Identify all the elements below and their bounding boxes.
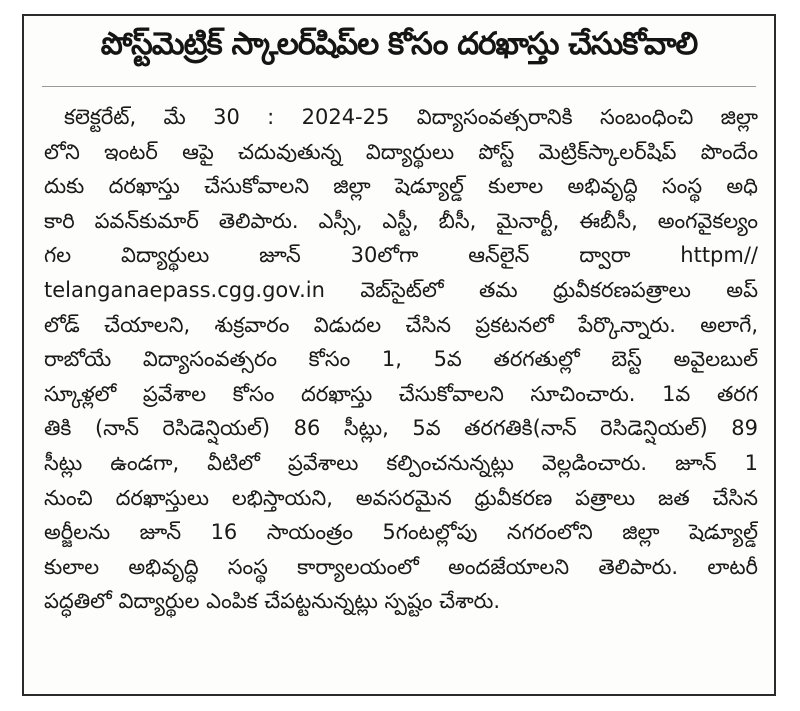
body-line: స్కూళ్లలో ప్రవేశాల కోసం దరఖాస్తు చేసుకోవాలని సూచించారు. 1వ తరగ bbox=[44, 381, 758, 406]
news-clipping bbox=[22, 14, 776, 696]
body-line: నుంచి దరఖాస్తులు లభిస్తాయని, అవసరమైన ధ్రువీకరణ పత్రాలు జత చేసిన bbox=[44, 485, 758, 510]
article-body bbox=[44, 100, 758, 619]
body-line: లోని ఇంటర్ ఆపై చదువుతున్న విద్యార్థులు పోస్ట్ మెట్రిక్‌స్కాలర్‌షిప్ పొందేం bbox=[44, 139, 758, 164]
body-line: కారి పవన్‌కుమార్ తెలిపారు. ఎస్సీ, ఎస్టీ, బీసీ, మైనార్టీ, ఈబీసీ, అంగవైకల్యం bbox=[44, 208, 758, 233]
body-line: తికి (నాన్ రెసిడెన్షియల్) 86 సీట్లు, 5వ తరగతికి(నాన్ రెసిడెన్షియల్) 89 bbox=[44, 416, 758, 441]
body-line: పద్ధతిలో విద్యార్థుల ఎంపిక చేపట్టనున్నట్లు స్పష్టం చేశారు. bbox=[44, 589, 501, 614]
body-line: గల విద్యార్థులు జూన్ 30లోగా ఆన్‌లైన్ ద్వారా httpm// bbox=[44, 243, 758, 268]
headline: పోస్ట్‌మెట్రిక్ స్కాలర్‌షిప్‌ల కోసం దరఖాస్తు చేసుకోవాలి bbox=[100, 26, 698, 62]
body-line: దుకు దరఖాస్తు చేసుకోవాలని జిల్లా షెడ్యూల్డ్ కులాల అభివృద్ధి సంస్థ అధి bbox=[44, 174, 758, 199]
body-line: సీట్లు ఉండగా, వీటిలో ప్రవేశాలు కల్పించనున్నట్లు వెల్లడించారు. జూన్ 1 bbox=[44, 450, 758, 475]
body-line: కులాల అభివృద్ధి సంస్థ కార్యాలయంలో అందజేయాలని తెలిపారు. లాటరీ bbox=[44, 554, 758, 579]
body-line: అర్జీలను జూన్ 16 సాయంత్రం 5గంటల్లోపు నగరంలోని జిల్లా షెడ్యూల్డ్ bbox=[44, 520, 758, 545]
headline-divider bbox=[42, 86, 756, 87]
body-line: telanganaepass.cgg.gov.in వెబ్‌సైట్‌లో తమ ధ్రువీకరణపత్రాలు అప్ bbox=[44, 277, 758, 302]
body-line: కలెక్టరేట్, మే 30 : 2024-25 విద్యాసంవత్సరానికి సంబంధించి జిల్లా bbox=[64, 105, 758, 129]
body-line: రాబోయే విద్యాసంవత్సరం కోసం 1, 5వ తరగతుల్లో బెస్ట్ అవైలబుల్ bbox=[44, 347, 758, 372]
body-line: లోడ్ చేయాలని, శుక్రవారం విడుదల చేసిన ప్రకటనలో పేర్కొన్నారు. అలాగే, bbox=[44, 312, 758, 337]
